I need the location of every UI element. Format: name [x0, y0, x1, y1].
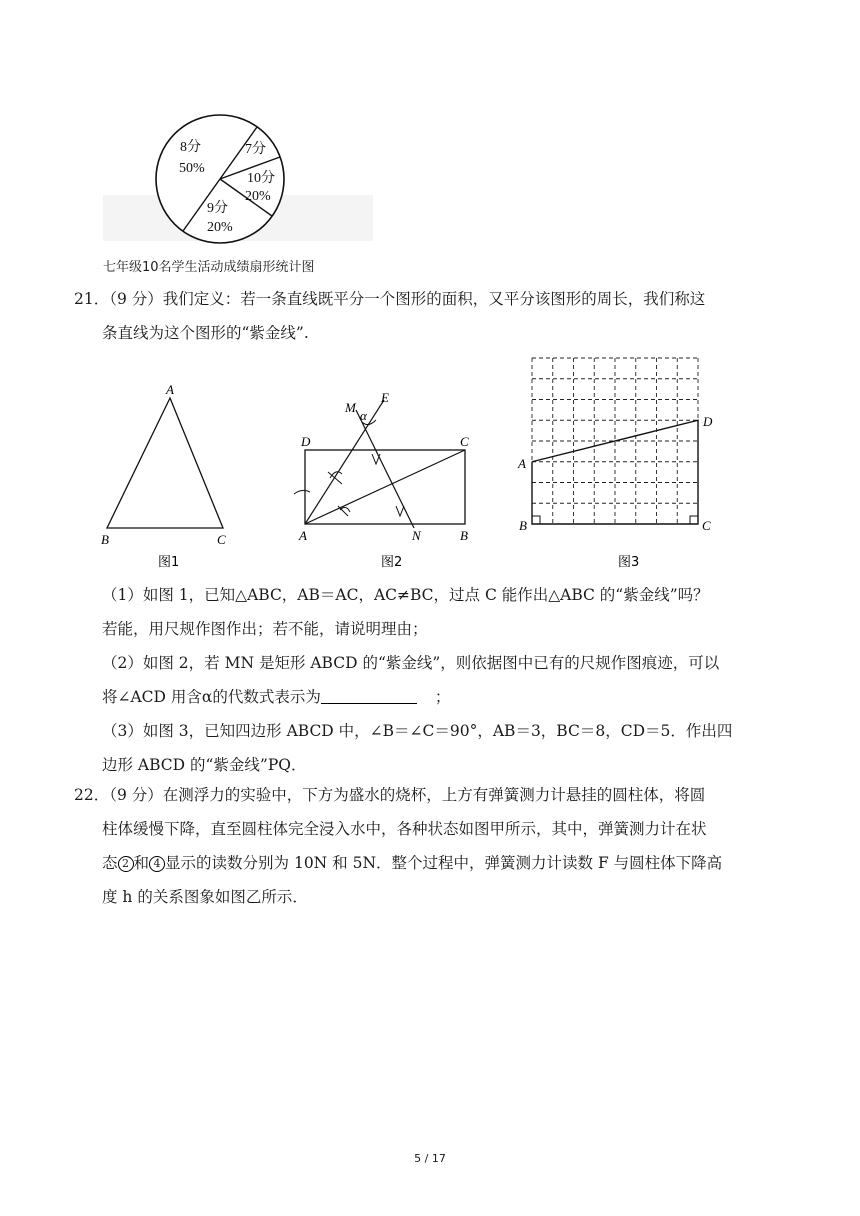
q21-part3-line2: 边形 ABCD 的“紫金线”PQ．	[102, 756, 307, 774]
q21-intro-line1	[74, 288, 705, 310]
fig2-label-c: C	[460, 434, 469, 449]
compass-arc-left	[294, 490, 310, 494]
q22-text1: 在测浮力的实验中，下方为盛水的烧杯，上方有弹簧测力计悬挂的圆柱体，将圆	[162, 786, 706, 804]
fig2-label-alpha: α	[360, 408, 367, 423]
q22-line4: 度 h 的关系图象如图乙所示．	[102, 888, 308, 906]
q21-part2-semicolon: ；	[434, 688, 451, 706]
right-angle-b	[532, 516, 540, 524]
fig3-label-b: B	[519, 518, 527, 533]
q22-line3	[102, 852, 722, 874]
fig1-caption: 图1	[158, 555, 180, 568]
slice-label-10: 10分	[247, 171, 275, 186]
circled-4: 4	[149, 856, 165, 872]
slice-label-8: 8分	[180, 140, 201, 155]
fig2-label-a: A	[299, 528, 307, 543]
right-angle-c	[690, 516, 698, 524]
q21-part2-text: 将∠ACD 用含α的代数式表示为	[102, 688, 321, 706]
q21-intro-line2: 条直线为这个图形的“紫金线”.	[102, 324, 309, 342]
fig2-caption: 图2	[381, 555, 403, 568]
slice-percent-8: 50%	[179, 161, 205, 176]
slice-percent-9: 20%	[207, 220, 233, 235]
figure-3	[510, 352, 730, 568]
circled-2: 2	[118, 856, 134, 872]
q22-line2: 柱体缓慢下降，直至圆柱体完全浸入水中，各种状态如图甲所示，其中，弹簧测力计在状	[102, 820, 707, 838]
q22-text3a: 态	[102, 854, 118, 872]
fig1-label-c: C	[217, 532, 226, 547]
q21-part1-line1: （1）如图 1，已知△ABC，AB＝AC，AC≠BC，过点 C 能作出△ABC 的“紫金线”吗？	[102, 586, 709, 604]
figure-2	[290, 388, 490, 568]
pie-chart-caption: 七年级10名学生活动成绩扇形统计图	[103, 260, 315, 275]
q21-part2-line1: （2）如图 2，若 MN 是矩形 ABCD 的“紫金线”，则依据图中已有的尺规作图痕迹，可以	[102, 654, 720, 672]
slice-percent-10: 20%	[245, 189, 271, 204]
q21-answer-blank[interactable]	[321, 689, 417, 704]
fig2-label-e: E	[381, 390, 389, 405]
q21-part3-line1: （3）如图 3，已知四边形 ABCD 中，∠B＝∠C＝90°，AB＝3，BC＝8，CD＝5．作出四	[102, 722, 733, 740]
page-number: 5 / 17	[414, 1152, 446, 1165]
fig2-label-b: B	[460, 528, 468, 543]
fig1-label-a: A	[166, 382, 174, 397]
q21-score: （9 分）	[109, 290, 163, 308]
fig2-label-d: D	[301, 434, 311, 449]
fig2-label-m: M	[345, 400, 356, 415]
q21-part1-line2: 若能，用尺规作图作出；若不能，请说明理由；	[102, 620, 428, 638]
q21-number: 21．	[74, 290, 110, 308]
q22-text3b: 和	[133, 854, 150, 872]
fig3-label-d: D	[703, 414, 713, 429]
q21-intro-text1: 我们定义：若一条直线既平分一个图形的面积，又平分该图形的周长，我们称这	[162, 290, 706, 308]
fig3-label-c: C	[702, 518, 711, 533]
fig3-label-a: A	[518, 456, 526, 471]
pie-chart	[95, 95, 385, 245]
slice-label-9: 9分	[207, 201, 228, 216]
q21-part2-line2	[102, 686, 450, 708]
figure-1	[95, 378, 245, 568]
slice-label-7: 7分	[245, 142, 266, 157]
line-mn	[356, 410, 414, 528]
triangle-abc	[107, 398, 223, 528]
q22-score: （9 分）	[109, 786, 163, 804]
fig2-label-n: N	[412, 528, 421, 543]
q22-text3c: 显示的读数分别为 10N 和 5N．整个过程中，弹簧测力计读数 F 与圆柱体下降高	[165, 854, 723, 872]
q22-number: 22．	[74, 786, 110, 804]
mn-mark-lower	[396, 506, 404, 516]
fig1-label-b: B	[101, 532, 109, 547]
q22-line1	[74, 784, 705, 806]
fig3-caption: 图3	[618, 555, 640, 568]
